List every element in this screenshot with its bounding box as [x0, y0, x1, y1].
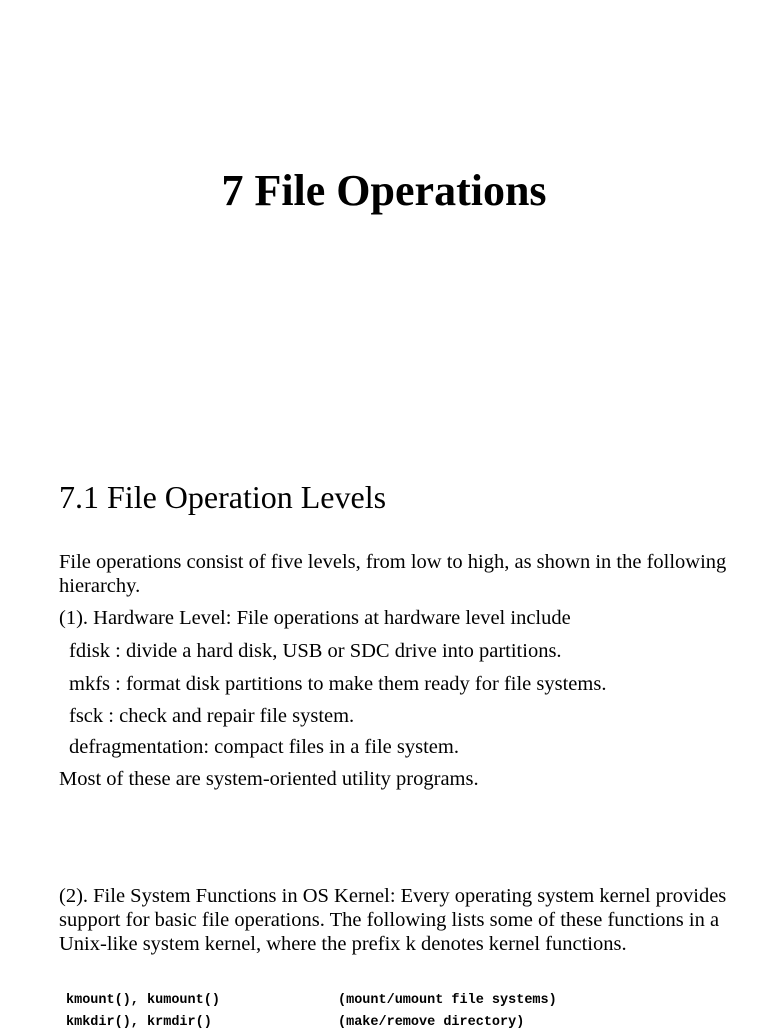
hardware-item-defragmentation: defragmentation: compact files in a file system.: [69, 736, 459, 758]
kernel-functions-paragraph: (2). File System Functions in OS Kernel: Every operating system kernel provides support for basic file operations. The following lists some of these functions in a Unix-like system kernel, where the prefix k denotes kernel functions.: [59, 885, 727, 955]
code-row: [66, 992, 746, 1010]
hardware-item-fsck: fsck : check and repair file system.: [69, 705, 355, 727]
hardware-level-lead: (1). Hardware Level: File operations at hardware level include: [59, 607, 571, 629]
code-function: kmount(), kumount(): [66, 993, 220, 1008]
code-function: kmkdir(), krmdir(): [66, 1015, 212, 1030]
hardware-item-mkfs: mkfs : format disk partitions to make them ready for file systems.: [69, 673, 607, 695]
hardware-item-fdisk: fdisk : divide a hard disk, USB or SDC drive into partitions.: [69, 640, 562, 662]
code-description: (mount/umount file systems): [338, 993, 557, 1008]
code-description: (make/remove directory): [338, 1015, 525, 1030]
hardware-summary: Most of these are system-oriented utility programs.: [59, 768, 479, 790]
intro-paragraph: File operations consist of five levels, from low to high, as shown in the following hierarchy.: [59, 551, 727, 597]
page-title: 7 File Operations: [221, 166, 547, 215]
section-heading: 7.1 File Operation Levels: [59, 479, 387, 515]
code-row: [66, 1014, 746, 1032]
